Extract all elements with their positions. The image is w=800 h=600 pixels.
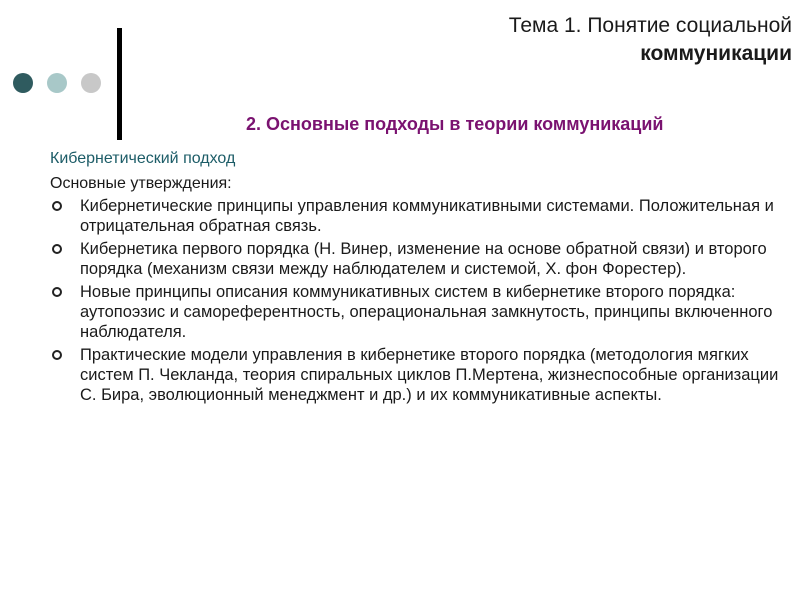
bullet-item [50, 239, 780, 279]
decorative-dot-gray [81, 73, 101, 93]
section-subtitle: 2. Основные подходы в теории коммуникаций [246, 114, 664, 134]
bullet-circle-icon [52, 244, 62, 254]
bullet-text: Практические модели управления в кибернетике второго порядка (методология мягких систем П. Чекланда, теория спиральных циклов П.Мертена, жизнеспособные организации С. Бира, эволюционный менеджмент и др.) и их коммуникативные аспекты. [80, 346, 779, 404]
bullet-item [50, 196, 780, 236]
decorative-vertical-bar [117, 28, 122, 140]
slide-title-line-2: коммуникации [640, 42, 792, 65]
bullet-text: Новые принципы описания коммуникативных систем в кибернетике второго порядка: аутопоэзис и самореферентность, операциональная замкнутость, принципы включенного наблюдателя. [80, 283, 773, 341]
decorative-dot-teal [47, 73, 67, 93]
bullet-text: Кибернетика первого порядка (Н. Винер, изменение на основе обратной связи) и второго порядка (механизм связи между наблюдателем и системой, Х. фон Форестер). [80, 240, 767, 278]
bullet-item [50, 345, 780, 405]
approach-heading: Кибернетический подход [50, 150, 236, 167]
bullet-item [50, 282, 780, 342]
bullet-list [50, 196, 780, 408]
bullet-circle-icon [52, 287, 62, 297]
bullet-circle-icon [52, 201, 62, 211]
bullet-text: Кибернетические принципы управления коммуникативными системами. Положительная и отрицательная обратная связь. [80, 197, 774, 235]
decorative-dot-dark [13, 73, 33, 93]
slide-title-line-1: Тема 1. Понятие социальной [508, 14, 792, 37]
claims-label: Основные утверждения: [50, 175, 232, 192]
bullet-circle-icon [52, 350, 62, 360]
